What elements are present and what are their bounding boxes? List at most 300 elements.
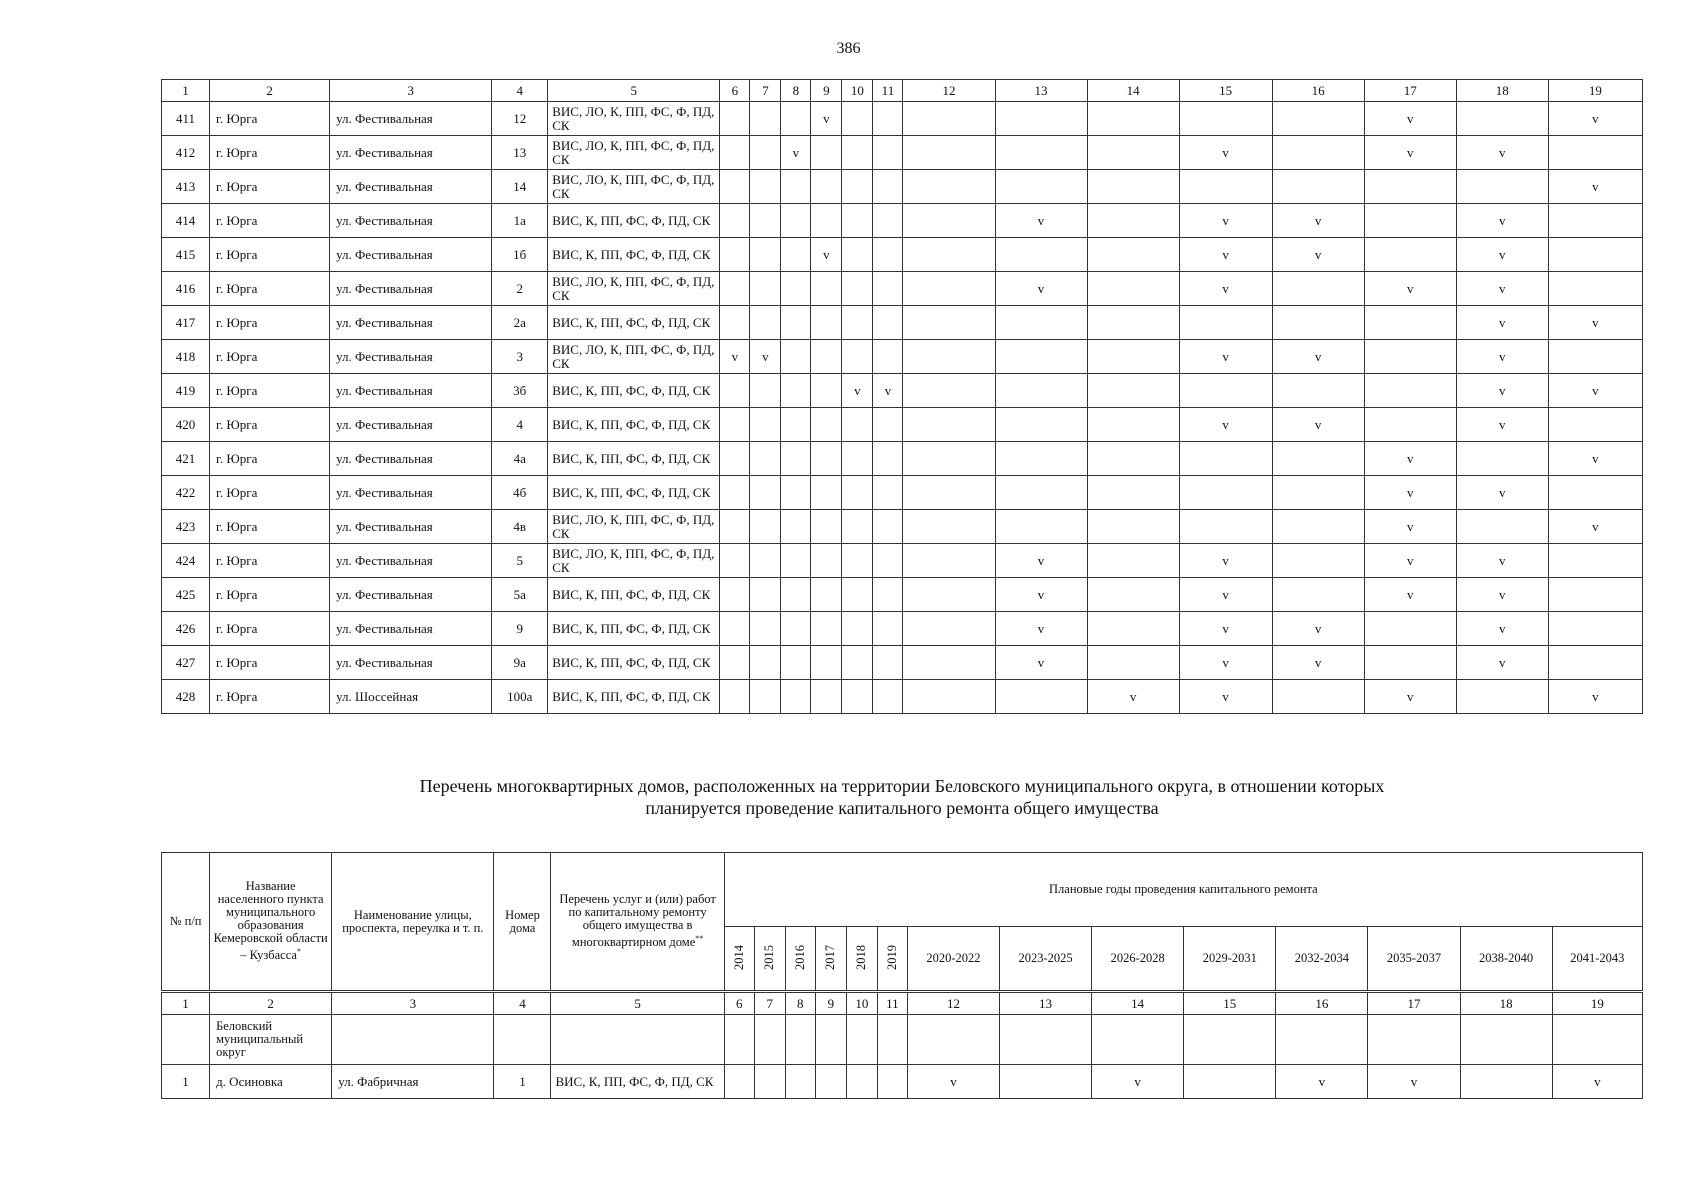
year-mark: v <box>1179 408 1272 442</box>
year-cell <box>995 136 1087 170</box>
section-title <box>161 775 1643 819</box>
year-mark: v <box>1179 340 1272 374</box>
year-cell <box>1548 272 1642 306</box>
year-cell <box>1087 340 1179 374</box>
year-cell <box>1456 102 1548 136</box>
year-cell <box>1548 544 1642 578</box>
year-mark: v <box>1368 1065 1460 1099</box>
year-cell <box>1179 442 1272 476</box>
year-cell <box>1179 476 1272 510</box>
year-cell <box>750 102 781 136</box>
year-cell <box>811 204 842 238</box>
table-row <box>162 170 1643 204</box>
year-cell <box>720 238 750 272</box>
year-cell <box>811 374 842 408</box>
year-cell <box>720 102 750 136</box>
year-mark: v <box>1456 340 1548 374</box>
year-cell <box>811 272 842 306</box>
column-number: 14 <box>1087 80 1179 102</box>
column-number: 11 <box>873 80 903 102</box>
row-number: 420 <box>162 408 210 442</box>
year-cell <box>873 136 903 170</box>
house-number: 1 <box>494 1065 551 1099</box>
year-cell <box>781 408 811 442</box>
year-cell <box>811 136 842 170</box>
year-mark: v <box>1364 476 1456 510</box>
year-cell <box>995 306 1087 340</box>
year-cell <box>1087 306 1179 340</box>
column-number: 6 <box>720 80 750 102</box>
year-cell <box>724 1065 754 1099</box>
column-number: 16 <box>1272 80 1364 102</box>
year-cell <box>842 544 873 578</box>
year-cell <box>1364 612 1456 646</box>
year-mark: v <box>1364 510 1456 544</box>
year-cell <box>873 544 903 578</box>
year-cell <box>720 646 750 680</box>
street-name: ул. Фестивальная <box>330 136 492 170</box>
house-number: 1б <box>492 238 548 272</box>
year-mark: v <box>1548 102 1642 136</box>
settlement-name: г. Юрга <box>210 510 330 544</box>
services-list: ВИС, ЛО, К, ПП, ФС, Ф, ПД, СК <box>548 136 720 170</box>
table-row <box>162 646 1643 680</box>
settlement-name: г. Юрга <box>210 374 330 408</box>
street-name: ул. Фестивальная <box>330 102 492 136</box>
table-row <box>162 578 1643 612</box>
year-cell <box>1087 510 1179 544</box>
column-number: 12 <box>903 80 995 102</box>
year-cell <box>1087 204 1179 238</box>
year-cell <box>842 204 873 238</box>
year-cell <box>903 544 995 578</box>
year-mark: v <box>1272 612 1364 646</box>
year-cell <box>750 646 781 680</box>
year-cell <box>1548 646 1642 680</box>
year-cell <box>811 408 842 442</box>
year-cell <box>1460 1065 1552 1099</box>
year-cell <box>873 102 903 136</box>
year-cell <box>873 442 903 476</box>
year-mark: v <box>1456 272 1548 306</box>
row-number: 425 <box>162 578 210 612</box>
year-cell <box>903 170 995 204</box>
table-row <box>162 408 1643 442</box>
year-cell <box>995 476 1087 510</box>
settlement-name: г. Юрга <box>210 170 330 204</box>
row-number: 417 <box>162 306 210 340</box>
year-cell <box>811 340 842 374</box>
year-cell <box>842 170 873 204</box>
year-mark: v <box>1548 374 1642 408</box>
year-cell <box>1272 578 1364 612</box>
settlement-name: г. Юрга <box>210 340 330 374</box>
year-cell <box>903 612 995 646</box>
year-cell <box>1548 238 1642 272</box>
header-period: 2020-2022 <box>907 927 999 992</box>
column-number: 19 <box>1552 992 1642 1015</box>
year-cell <box>1087 646 1179 680</box>
year-mark: v <box>1179 612 1272 646</box>
settlement-name: г. Юрга <box>210 306 330 340</box>
year-cell <box>1179 306 1272 340</box>
header-year-text: 2019 <box>884 944 899 970</box>
year-cell <box>1087 408 1179 442</box>
year-cell <box>995 170 1087 204</box>
year-cell <box>903 102 995 136</box>
column-number: 17 <box>1368 992 1460 1015</box>
year-cell <box>873 408 903 442</box>
district-cell-empty <box>162 1015 210 1065</box>
year-cell <box>877 1065 907 1099</box>
year-mark: v <box>995 578 1087 612</box>
year-mark: v <box>1456 578 1548 612</box>
services-list: ВИС, ЛО, К, ПП, ФС, Ф, ПД, СК <box>548 340 720 374</box>
street-name: ул. Фестивальная <box>330 272 492 306</box>
year-cell <box>842 102 873 136</box>
house-number: 5а <box>492 578 548 612</box>
year-mark: v <box>995 272 1087 306</box>
year-mark: v <box>1364 136 1456 170</box>
year-mark: v <box>1456 544 1548 578</box>
header-year-text: 2018 <box>854 944 869 970</box>
year-cell <box>873 646 903 680</box>
year-cell <box>873 510 903 544</box>
table-row <box>162 442 1643 476</box>
services-list: ВИС, К, ПП, ФС, Ф, ПД, СК <box>548 680 720 714</box>
year-cell <box>1272 272 1364 306</box>
services-list: ВИС, ЛО, К, ПП, ФС, Ф, ПД, СК <box>548 102 720 136</box>
year-cell <box>750 612 781 646</box>
house-number: 9 <box>492 612 548 646</box>
year-cell <box>1364 374 1456 408</box>
column-number: 9 <box>811 80 842 102</box>
year-cell <box>1364 646 1456 680</box>
row-number: 421 <box>162 442 210 476</box>
year-cell <box>903 306 995 340</box>
settlement-name: г. Юрга <box>210 408 330 442</box>
year-cell <box>750 238 781 272</box>
year-mark: v <box>1456 476 1548 510</box>
column-number: 3 <box>332 992 494 1015</box>
header-year <box>846 927 877 992</box>
year-cell <box>1000 1065 1092 1099</box>
district-cell-empty <box>551 1015 724 1065</box>
year-cell <box>720 170 750 204</box>
year-cell <box>811 170 842 204</box>
header-year-text: 2016 <box>792 944 807 970</box>
row-number: 418 <box>162 340 210 374</box>
header-period: 2023-2025 <box>1000 927 1092 992</box>
year-cell <box>842 476 873 510</box>
year-cell <box>781 170 811 204</box>
header-services-footnote: ** <box>695 934 704 944</box>
year-cell <box>842 238 873 272</box>
year-cell <box>1087 612 1179 646</box>
year-mark: v <box>1548 510 1642 544</box>
year-cell <box>1179 374 1272 408</box>
table-row <box>162 340 1643 374</box>
year-cell <box>1548 476 1642 510</box>
header-years-group: Плановые годы проведения капитального ремонта <box>724 853 1642 927</box>
year-cell <box>1548 204 1642 238</box>
column-number: 6 <box>724 992 754 1015</box>
street-name: ул. Фестивальная <box>330 340 492 374</box>
header-settlement-text: Название населенного пункта муниципального образования Кемеровской области – Кузбасса <box>213 879 328 963</box>
year-mark: v <box>842 374 873 408</box>
street-name: ул. Фестивальная <box>330 442 492 476</box>
year-cell <box>781 578 811 612</box>
services-list: ВИС, К, ПП, ФС, Ф, ПД, СК <box>548 442 720 476</box>
year-cell <box>995 102 1087 136</box>
year-cell <box>1548 136 1642 170</box>
year-cell <box>720 544 750 578</box>
house-number: 3б <box>492 374 548 408</box>
year-cell <box>781 476 811 510</box>
year-cell <box>873 340 903 374</box>
year-cell <box>1548 578 1642 612</box>
header-year-text: 2017 <box>823 944 838 970</box>
street-name: ул. Фестивальная <box>330 374 492 408</box>
row-number: 424 <box>162 544 210 578</box>
year-mark: v <box>1456 374 1548 408</box>
year-mark: v <box>1456 408 1548 442</box>
year-cell <box>781 272 811 306</box>
year-mark: v <box>1456 646 1548 680</box>
year-cell <box>811 442 842 476</box>
table-row <box>162 102 1643 136</box>
table-row <box>162 204 1643 238</box>
year-mark: v <box>1456 238 1548 272</box>
year-cell <box>903 408 995 442</box>
column-number: 13 <box>1000 992 1092 1015</box>
year-cell <box>781 442 811 476</box>
year-cell <box>811 544 842 578</box>
row-number: 414 <box>162 204 210 238</box>
table-row <box>162 680 1643 714</box>
year-mark: v <box>873 374 903 408</box>
year-cell <box>842 408 873 442</box>
year-cell <box>903 204 995 238</box>
year-mark: v <box>1552 1065 1642 1099</box>
column-number-row <box>162 80 1643 102</box>
year-mark: v <box>1548 306 1642 340</box>
year-cell <box>846 1065 877 1099</box>
year-cell <box>873 680 903 714</box>
year-cell <box>903 646 995 680</box>
year-cell <box>720 442 750 476</box>
column-number: 16 <box>1276 992 1368 1015</box>
year-cell <box>1087 136 1179 170</box>
services-list: ВИС, ЛО, К, ПП, ФС, Ф, ПД, СК <box>548 272 720 306</box>
year-cell <box>1272 306 1364 340</box>
row-number: 412 <box>162 136 210 170</box>
year-mark: v <box>1087 680 1179 714</box>
services-list: ВИС, К, ПП, ФС, Ф, ПД, СК <box>548 306 720 340</box>
column-number: 5 <box>551 992 724 1015</box>
year-mark: v <box>1456 204 1548 238</box>
district-cell-empty <box>754 1015 785 1065</box>
column-number: 7 <box>750 80 781 102</box>
year-cell <box>811 578 842 612</box>
street-name: ул. Фестивальная <box>330 204 492 238</box>
services-list: ВИС, К, ПП, ФС, Ф, ПД, СК <box>548 408 720 442</box>
settlement-name: г. Юрга <box>210 136 330 170</box>
year-mark: v <box>1364 442 1456 476</box>
street-name: ул. Фестивальная <box>330 476 492 510</box>
year-cell <box>720 204 750 238</box>
year-mark: v <box>1364 544 1456 578</box>
year-cell <box>842 646 873 680</box>
district-cell-empty <box>1000 1015 1092 1065</box>
year-cell <box>1272 510 1364 544</box>
year-cell <box>903 238 995 272</box>
belovsky-housing-table <box>161 852 1643 1099</box>
year-mark: v <box>1548 680 1642 714</box>
year-cell <box>1272 476 1364 510</box>
district-cell-empty <box>877 1015 907 1065</box>
services-list: ВИС, К, ПП, ФС, Ф, ПД, СК <box>548 578 720 612</box>
services-list: ВИС, К, ПП, ФС, Ф, ПД, СК <box>548 204 720 238</box>
house-number: 9а <box>492 646 548 680</box>
year-mark: v <box>1548 170 1642 204</box>
year-cell <box>720 510 750 544</box>
year-mark: v <box>1548 442 1642 476</box>
year-cell <box>1364 340 1456 374</box>
year-cell <box>781 374 811 408</box>
year-mark: v <box>995 544 1087 578</box>
column-number: 8 <box>781 80 811 102</box>
header-year-text: 2015 <box>762 944 777 970</box>
year-cell <box>1272 680 1364 714</box>
settlement-name: г. Юрга <box>210 646 330 680</box>
year-cell <box>720 578 750 612</box>
house-number: 12 <box>492 102 548 136</box>
settlement-name: г. Юрга <box>210 442 330 476</box>
year-cell <box>903 510 995 544</box>
row-number: 423 <box>162 510 210 544</box>
street-name: ул. Фестивальная <box>330 238 492 272</box>
row-number: 1 <box>162 1065 210 1099</box>
year-cell <box>1364 306 1456 340</box>
column-number: 10 <box>842 80 873 102</box>
services-list: ВИС, ЛО, К, ПП, ФС, Ф, ПД, СК <box>548 170 720 204</box>
row-number: 415 <box>162 238 210 272</box>
header-year <box>785 927 815 992</box>
year-cell <box>903 578 995 612</box>
year-mark: v <box>1179 136 1272 170</box>
year-cell <box>1179 170 1272 204</box>
year-cell <box>1272 136 1364 170</box>
year-cell <box>1364 408 1456 442</box>
house-number: 14 <box>492 170 548 204</box>
year-mark: v <box>1364 272 1456 306</box>
district-cell-empty <box>815 1015 846 1065</box>
year-cell <box>750 476 781 510</box>
street-name: ул. Фестивальная <box>330 170 492 204</box>
year-cell <box>1364 204 1456 238</box>
year-mark: v <box>781 136 811 170</box>
year-cell <box>754 1065 785 1099</box>
year-cell <box>750 306 781 340</box>
column-number: 2 <box>210 992 332 1015</box>
header-year <box>815 927 846 992</box>
year-cell <box>995 374 1087 408</box>
year-cell <box>781 340 811 374</box>
street-name: ул. Шоссейная <box>330 680 492 714</box>
column-number: 10 <box>846 992 877 1015</box>
column-number: 15 <box>1184 992 1276 1015</box>
district-cell-empty <box>785 1015 815 1065</box>
services-list: ВИС, К, ПП, ФС, Ф, ПД, СК <box>548 646 720 680</box>
column-number: 11 <box>877 992 907 1015</box>
column-number: 12 <box>907 992 999 1015</box>
house-number: 2а <box>492 306 548 340</box>
year-cell <box>720 408 750 442</box>
year-mark: v <box>995 612 1087 646</box>
year-mark: v <box>1179 238 1272 272</box>
header-period: 2032-2034 <box>1276 927 1368 992</box>
year-cell <box>811 476 842 510</box>
services-list: ВИС, К, ПП, ФС, Ф, ПД, СК <box>548 476 720 510</box>
header-house: Номер дома <box>494 853 551 992</box>
year-cell <box>842 680 873 714</box>
year-cell <box>750 510 781 544</box>
year-mark: v <box>1456 306 1548 340</box>
settlement-name: г. Юрга <box>210 238 330 272</box>
year-cell <box>1548 612 1642 646</box>
year-cell <box>903 476 995 510</box>
house-number: 100а <box>492 680 548 714</box>
street-name: ул. Фестивальная <box>330 306 492 340</box>
header-settlement <box>210 853 332 992</box>
year-mark: v <box>995 204 1087 238</box>
year-cell <box>1087 578 1179 612</box>
year-cell <box>903 340 995 374</box>
house-number: 4в <box>492 510 548 544</box>
column-number: 1 <box>162 992 210 1015</box>
section-title-line-1: Перечень многоквартирных домов, расположенных на территории Беловского муниципального округа, в отношении которых <box>419 776 1385 796</box>
year-cell <box>1087 272 1179 306</box>
year-cell <box>750 374 781 408</box>
year-cell <box>811 306 842 340</box>
column-number: 17 <box>1364 80 1456 102</box>
year-cell <box>995 680 1087 714</box>
header-num: № п/п <box>162 853 210 992</box>
year-cell <box>750 680 781 714</box>
year-cell <box>750 204 781 238</box>
table-row <box>162 136 1643 170</box>
year-cell <box>903 442 995 476</box>
district-cell-empty <box>1276 1015 1368 1065</box>
settlement-name: г. Юрга <box>210 578 330 612</box>
year-cell <box>842 578 873 612</box>
district-cell-empty <box>1552 1015 1642 1065</box>
year-cell <box>1179 102 1272 136</box>
year-cell <box>842 272 873 306</box>
year-cell <box>903 272 995 306</box>
year-mark: v <box>1364 680 1456 714</box>
year-cell <box>720 374 750 408</box>
year-cell <box>995 510 1087 544</box>
year-cell <box>750 136 781 170</box>
header-street: Наименование улицы, проспекта, переулка и т. п. <box>332 853 494 992</box>
year-cell <box>1272 544 1364 578</box>
year-cell <box>1456 170 1548 204</box>
year-cell <box>720 272 750 306</box>
year-cell <box>781 612 811 646</box>
row-number: 419 <box>162 374 210 408</box>
